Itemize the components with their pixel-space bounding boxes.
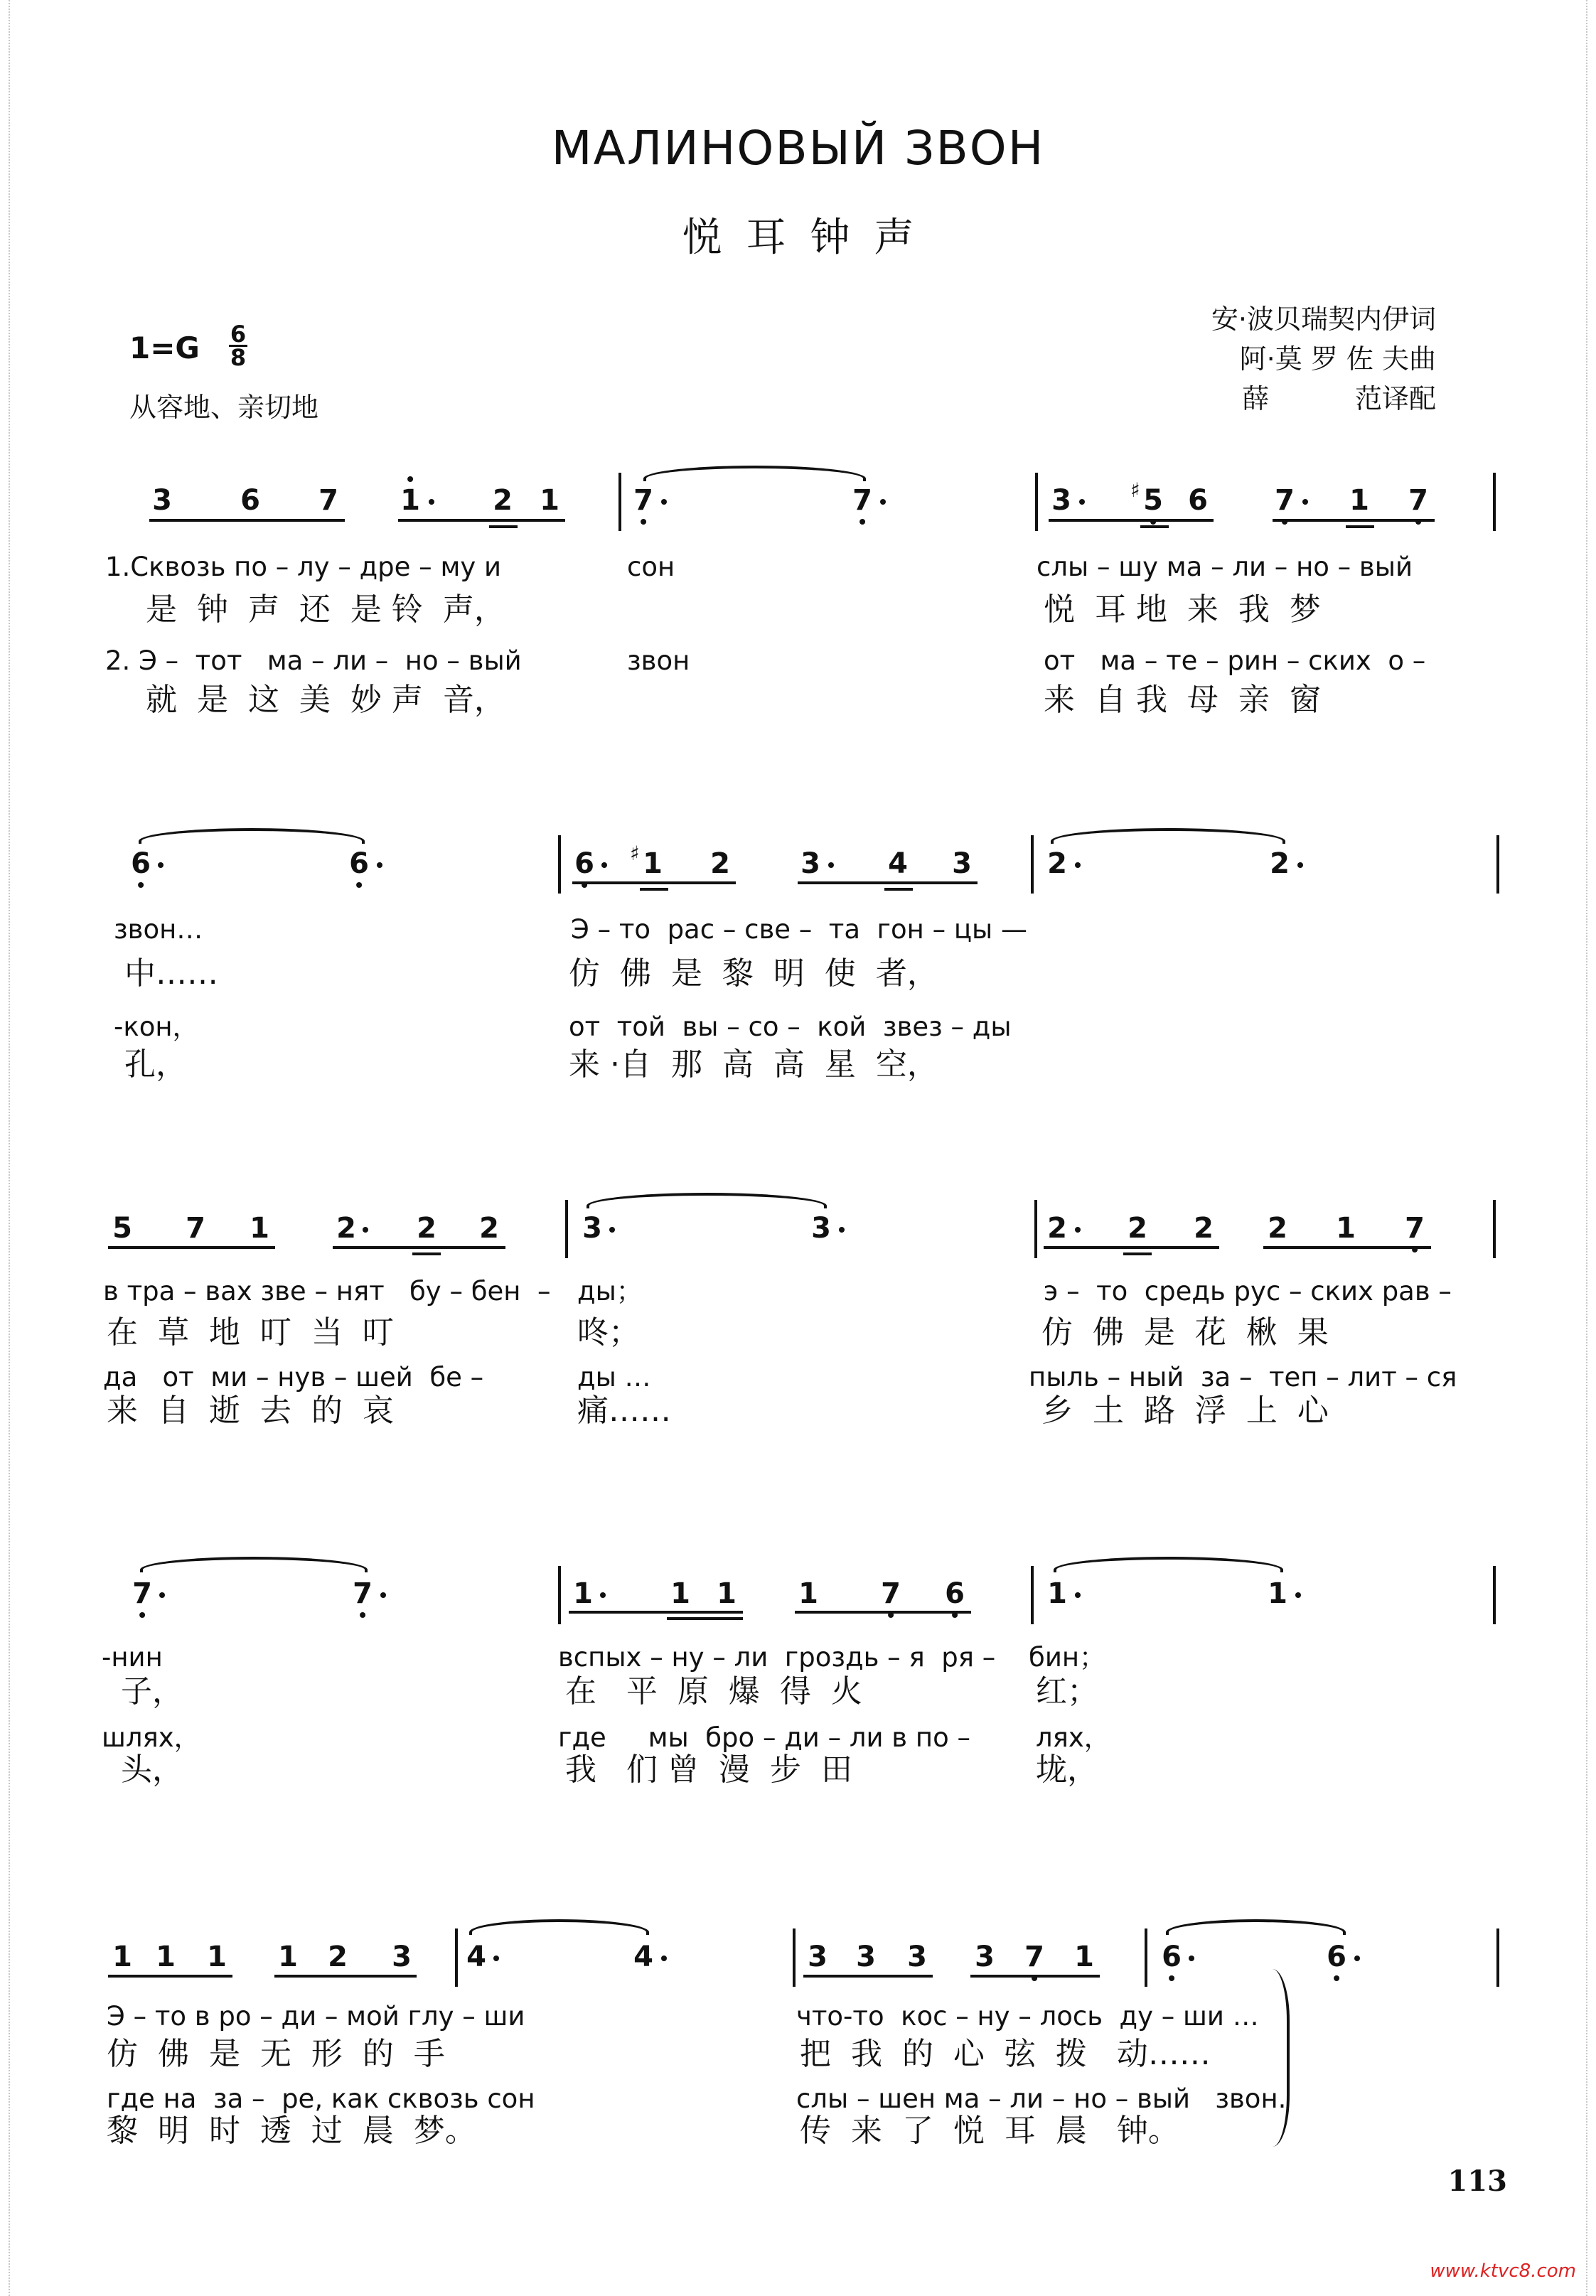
note: 1: [278, 1941, 298, 1973]
lyric: 仿 佛 是 黎 明 使 者，: [569, 955, 938, 992]
song-subtitle: 悦耳钟声: [682, 215, 938, 261]
lyric: 在 平 原 爆 得 火: [565, 1673, 862, 1710]
lyric: 2. Э – тот ма – ли – но – вый: [105, 645, 522, 676]
lyric: 黎 明 时 透 过 晨 梦。: [107, 2113, 476, 2149]
note: 2: [1194, 1212, 1214, 1245]
note: 4: [888, 847, 908, 880]
note: 2: [479, 1212, 499, 1245]
lyric: 就 是 这 美 妙 声 音，: [146, 682, 505, 718]
note: 1: [1074, 1941, 1094, 1973]
note: 1: [207, 1941, 227, 1973]
lyric: -кон，: [114, 1012, 199, 1042]
note: 3: [907, 1941, 927, 1973]
lyric: слы – шу ма – ли – но – вый: [1037, 552, 1413, 582]
lyric: где мы бро – ди – ли в по –: [558, 1722, 970, 1753]
note: 1: [798, 1577, 818, 1610]
note: 2: [710, 847, 730, 880]
note: 1: [1349, 484, 1369, 517]
lyric: 我 们 曾 漫 步 田: [565, 1751, 852, 1788]
note: 6: [1188, 484, 1208, 517]
note: 7: [852, 486, 872, 515]
lyric: 来 ·自 那 高 高 星 空，: [569, 1046, 938, 1083]
note: 3: [800, 847, 820, 880]
credit-translator: 薛 范译配: [1242, 383, 1436, 414]
lyric: 仿 佛 是 无 形 的 手: [107, 2036, 445, 2072]
time-bottom: 8: [230, 344, 247, 371]
note: 7: [353, 1579, 373, 1608]
note: 7: [881, 1579, 901, 1608]
note: 3: [808, 1941, 828, 1973]
note: 6: [1162, 1943, 1182, 1971]
lyric: 在 草 地 叮 当 叮: [107, 1314, 394, 1351]
right-page-edge: [1586, 0, 1596, 2296]
lyric: 是 钟 声 还 是 铃 声，: [146, 591, 505, 628]
note: 4: [633, 1941, 653, 1973]
lyric: 中……: [124, 955, 218, 992]
lyric: 仿 佛 是 花 楸 果: [1041, 1314, 1329, 1351]
lyric: 咚；: [577, 1314, 640, 1351]
note: 1: [573, 1577, 593, 1610]
note: 4: [466, 1941, 486, 1973]
lyric: 传 来 了 悦 耳 晨 钟。: [800, 2113, 1179, 2149]
lyric: 垅，: [1036, 1751, 1098, 1788]
note: 3: [392, 1941, 412, 1973]
lyric: 悦 耳 地 来 我 梦: [1044, 591, 1321, 628]
repeat-brace: [1273, 1969, 1290, 2147]
lyric: в тра – вах зве – нят бу – бен –: [103, 1276, 551, 1307]
lyric: Э – то рас – све – та гон – цы —: [571, 914, 1027, 945]
note: 2: [1047, 847, 1067, 880]
note: 1: [112, 1941, 132, 1973]
note: 1: [250, 1212, 269, 1245]
note: 6: [574, 849, 594, 878]
lyric: что-то кос – ну – лось ду – ши …: [796, 2001, 1259, 2032]
lyric: 乡 土 路 浮 上 心: [1041, 1393, 1329, 1429]
note: 1: [400, 486, 420, 515]
note: 7: [318, 484, 338, 517]
lyric: 1.Сквозь по – лу – дре – му и: [105, 552, 502, 582]
lyric: 孔，: [124, 1046, 187, 1083]
note: 6: [349, 849, 369, 878]
note: 5: [112, 1212, 132, 1245]
lyric: где на за – ре, как сквозь сон: [107, 2083, 535, 2114]
note: 2: [1268, 1212, 1287, 1245]
note: 3: [952, 847, 972, 880]
time-signature: [227, 321, 249, 371]
note: 2: [493, 484, 513, 517]
lyric: 来 自 我 母 亲 窗: [1044, 682, 1321, 718]
note: 3: [582, 1212, 602, 1245]
note: 6: [131, 849, 151, 878]
watermark: www.ktvc8.com: [1430, 2260, 1576, 2282]
note: 1: [1336, 1212, 1356, 1245]
note: 7: [1408, 486, 1428, 515]
note: 3: [1051, 484, 1071, 517]
page-number: 113: [1447, 2164, 1507, 2198]
song-title: МАЛИНОВЫЙ ЗВОН: [551, 121, 1045, 176]
note: 7: [1024, 1943, 1044, 1971]
time-top: 6: [230, 321, 247, 348]
lyric: э – то средь рус – ских рав –: [1044, 1276, 1452, 1307]
note: 7: [1275, 486, 1295, 515]
lyric: 来 自 逝 去 的 哀: [107, 1393, 394, 1429]
note: 7: [132, 1579, 152, 1608]
note: 7: [1405, 1214, 1425, 1243]
note: 3: [811, 1212, 831, 1245]
lyric: 把 我 的 心 弦 拨 动……: [800, 2036, 1211, 2072]
lyric: 红；: [1036, 1673, 1098, 1710]
lyric: ды；: [577, 1276, 643, 1307]
lyric: от той вы – со – кой звез – ды: [569, 1012, 1012, 1042]
lyric: 痛……: [577, 1393, 671, 1429]
lyric: шлях，: [102, 1722, 200, 1753]
lyric: сон: [627, 552, 675, 582]
note: 6: [945, 1579, 965, 1608]
note: 6: [240, 484, 260, 517]
lyric: бин；: [1029, 1642, 1106, 1673]
tempo-marking: 从容地、亲切地: [129, 392, 319, 423]
lyric: пыль – ный за – теп – лит – ся: [1029, 1362, 1457, 1393]
credit-lyricist: 安·波贝瑞契内伊词: [1211, 304, 1436, 335]
note: 2: [417, 1212, 437, 1245]
lyric: да от ми – нув – шей бе –: [103, 1362, 484, 1393]
left-page-edge: [0, 0, 10, 2296]
note: 2: [1270, 847, 1290, 880]
lyric: звон…: [114, 914, 203, 945]
lyric: 子，: [121, 1673, 183, 1710]
lyric: лях，: [1036, 1722, 1110, 1753]
note: 2: [1047, 1212, 1067, 1245]
note: 2: [1128, 1212, 1147, 1245]
credit-composer: 阿·莫 罗 佐 夫曲: [1239, 343, 1436, 375]
note: 2: [328, 1941, 348, 1973]
note: 1: [1047, 1577, 1067, 1610]
note: 3: [975, 1941, 995, 1973]
lyric: слы – шен ма – ли – но – вый звон.: [796, 2083, 1287, 2114]
note: 1: [670, 1577, 690, 1610]
note: 2: [336, 1212, 356, 1245]
lyric: вспых – ну – ли гроздь – я ря –: [558, 1642, 996, 1673]
note: 1: [1268, 1577, 1287, 1610]
lyric: Э – то в ро – ди – мой глу – ши: [107, 2001, 525, 2032]
lyric: ды …: [577, 1362, 651, 1393]
note: 1: [156, 1941, 176, 1973]
note: 6: [1327, 1943, 1346, 1971]
lyric: -нин: [102, 1642, 163, 1673]
lyric: звон: [627, 645, 690, 676]
note: 7: [633, 486, 653, 515]
note: 7: [186, 1212, 205, 1245]
note: 3: [152, 484, 172, 517]
note: 1: [540, 484, 559, 517]
note: ♯ 1: [630, 842, 663, 880]
note: ♯ 5: [1143, 486, 1163, 515]
note: 3: [856, 1941, 876, 1973]
lyric: 头，: [121, 1751, 183, 1788]
lyric: от ма – те – рин – ских о –: [1044, 645, 1426, 676]
note: 1: [717, 1577, 737, 1610]
key-signature: 1=G: [129, 331, 200, 365]
